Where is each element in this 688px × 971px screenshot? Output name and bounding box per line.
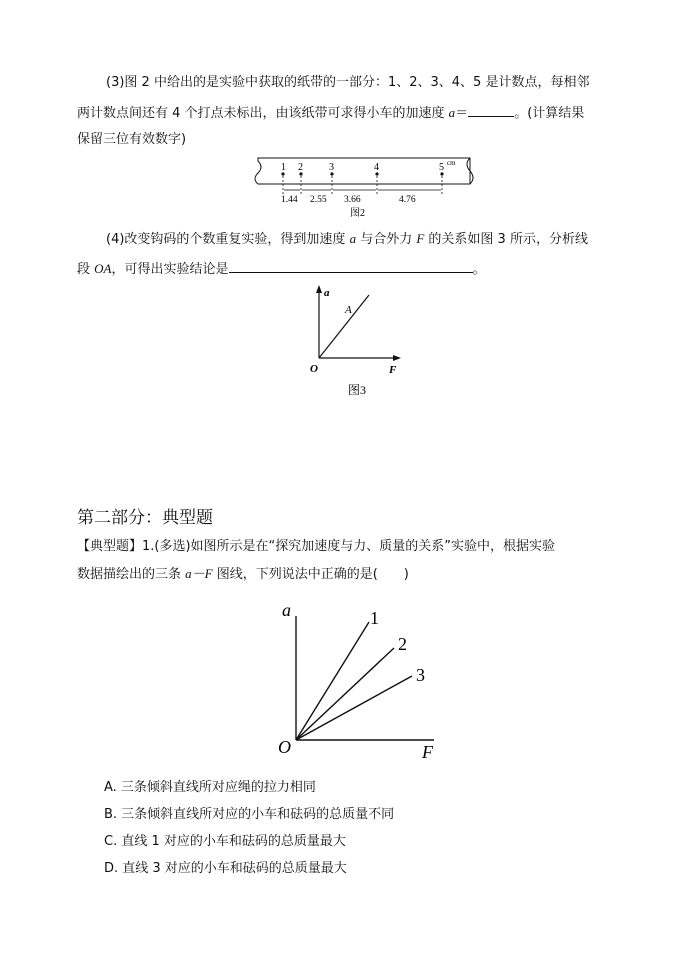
q4-text-4: 段 — [77, 262, 95, 277]
option-d[interactable]: D. 直线 3 对应的小车和砝码的总质量最大 — [104, 861, 347, 876]
aF-label-a: a — [282, 600, 291, 620]
tape-outline — [255, 158, 470, 184]
q4-text-2: 与合外力 — [356, 232, 417, 247]
figure-aF-graph — [274, 596, 444, 766]
aF-line-label-2: 2 — [398, 634, 407, 654]
q3-line-2 — [77, 102, 584, 124]
figure-3-graph — [305, 282, 415, 400]
aF-label-O: O — [278, 737, 291, 757]
figure-2-tape — [244, 154, 476, 220]
question-line-1 — [77, 537, 555, 557]
fig3-label-O: O — [310, 363, 318, 375]
tape-distance-2: 2.55 — [310, 195, 327, 205]
tape-label-1: 1 — [281, 162, 286, 173]
tape-label-2: 2 — [298, 162, 303, 173]
aF-label-F: F — [422, 742, 433, 762]
tape-distance-4: 4.76 — [399, 195, 416, 205]
q4-line-1 — [106, 229, 588, 250]
section-title: 第二部分：典型题 — [77, 508, 213, 528]
option-c[interactable]: C. 直线 1 对应的小车和砝码的总质量最大 — [104, 834, 346, 849]
fig3-x-arrow — [393, 355, 401, 361]
q3-text-2: 两计数点间还有 4 个打点未标出，由该纸带可求得小车的加速度 — [77, 106, 449, 121]
q3-line-1 — [106, 73, 589, 93]
tape-label-4: 4 — [374, 162, 379, 173]
q3-text-4: 保留三位有效数字) — [77, 132, 187, 147]
fig3-label-F: F — [389, 364, 397, 376]
q4-line-2 — [77, 258, 486, 280]
q4-var-F: F — [416, 231, 425, 246]
tape-points — [281, 172, 443, 175]
q4-var-OA: OA — [94, 261, 112, 276]
question-var-aF: a－F — [185, 566, 213, 581]
figure-2-caption: 图2 — [350, 208, 365, 219]
q4-end: 。 — [472, 262, 486, 277]
fig3-label-a: a — [324, 287, 330, 299]
tape-distance-3: 3.66 — [344, 195, 361, 205]
question-line-2 — [77, 564, 409, 585]
question-text-1: 【典型题】1.(多选)如图所示是在“探究加速度与力、质量的关系”实验中，根据实验 — [77, 539, 556, 554]
q4-text-5: ，可得出实验结论是 — [111, 262, 229, 277]
question-text-3: 图线，下列说法中正确的是( ) — [212, 567, 409, 582]
q3-equals: ＝ — [455, 106, 469, 121]
fig3-label-A: A — [345, 304, 352, 316]
figure-3-caption: 图3 — [348, 383, 367, 397]
option-b[interactable]: B. 三条倾斜直线所对应的小车和砝码的总质量不同 — [104, 807, 395, 822]
q4-var-a: a — [349, 231, 357, 246]
question-text-2: 数据描绘出的三条 — [77, 567, 186, 582]
q4-answer-blank[interactable] — [229, 258, 473, 273]
q3-answer-blank[interactable] — [468, 102, 514, 117]
tape-label-3: 3 — [329, 162, 334, 173]
q3-var-a: a — [448, 105, 456, 120]
q3-text-1: (3)图 2 中给出的是实验中获取的纸带的一部分：1、2、3、4、5 是计数点，每相邻 — [106, 75, 590, 90]
q3-line-3 — [77, 130, 186, 150]
tape-unit: cm — [447, 159, 456, 167]
q4-text-3: 的关系如图 3 所示，分析线 — [424, 232, 588, 247]
fig3-line-OA — [319, 295, 369, 358]
q4-text-1: (4)改变钩码的个数重复实验，得到加速度 — [106, 232, 350, 247]
option-a[interactable]: A. 三条倾斜直线所对应绳的拉力相同 — [104, 780, 316, 795]
aF-line-label-3: 3 — [416, 665, 425, 685]
q3-text-3: 。(计算结果 — [514, 106, 585, 121]
aF-line-label-1: 1 — [370, 608, 379, 628]
tape-label-5: 5 — [439, 162, 444, 173]
fig3-y-arrow — [316, 285, 322, 293]
tape-distance-1: 1.44 — [281, 195, 298, 205]
